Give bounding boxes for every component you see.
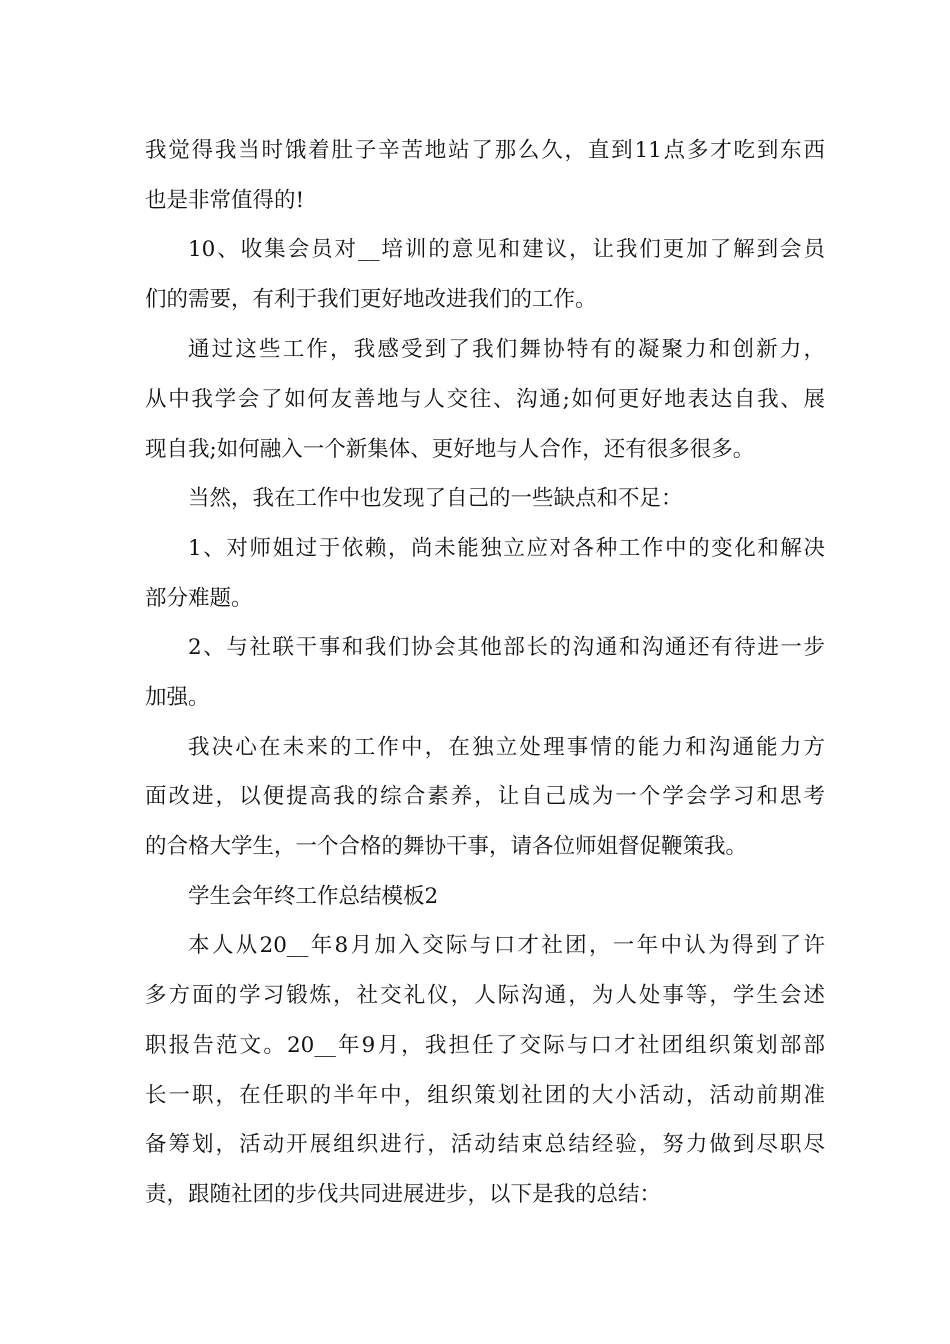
paragraph-line: 2、与社联干事和我们协会其他部长的沟通和沟通还有待进一步 bbox=[188, 635, 825, 660]
paragraph-line: 部分难题。 bbox=[145, 586, 253, 611]
paragraph-line: 备筹划，活动开展组织进行，活动结束总结经验，努力做到尽职尽 bbox=[145, 1132, 825, 1157]
section-heading: 学生会年终工作总结模板2 bbox=[188, 884, 439, 909]
paragraph-line: 加强。 bbox=[145, 685, 210, 710]
paragraph-line: 现自我;如何融入一个新集体、更好地与人合作，还有很多很多。 bbox=[145, 437, 755, 462]
paragraph-line: 责，跟随社团的步伐共同进展进步，以下是我的总结： bbox=[145, 1182, 662, 1207]
paragraph-line: 从中我学会了如何友善地与人交往、沟通;如何更好地表达自我、展 bbox=[145, 387, 825, 412]
paragraph-line: 的合格大学生，一个合格的舞协干事，请各位师姐督促鞭策我。 bbox=[145, 834, 748, 859]
paragraph-line: 10、收集会员对__培训的意见和建议，让我们更加了解到会员 bbox=[188, 237, 825, 262]
paragraph-line: 1、对师姐过于依赖，尚未能独立应对各种工作中的变化和解决 bbox=[188, 536, 825, 561]
paragraph-line: 长一职，在任职的半年中，组织策划社团的大小活动，活动前期准 bbox=[145, 1083, 825, 1108]
paragraph-line: 当然，我在工作中也发现了自己的一些缺点和不足： bbox=[188, 486, 683, 511]
paragraph-line: 面改进，以便提高我的综合素养，让自己成为一个学会学习和思考 bbox=[145, 784, 825, 809]
paragraph-line: 们的需要，有利于我们更好地改进我们的工作。 bbox=[145, 287, 597, 312]
paragraph-line: 也是非常值得的! bbox=[145, 188, 305, 213]
paragraph-line: 多方面的学习锻炼，社交礼仪，人际沟通，为人处事等，学生会述 bbox=[145, 983, 825, 1008]
paragraph-line: 职报告范文。20__年9月，我担任了交际与口才社团组织策划部部 bbox=[145, 1033, 825, 1058]
paragraph-line: 我决心在未来的工作中，在独立处理事情的能力和沟通能力方 bbox=[188, 735, 825, 760]
paragraph-line: 通过这些工作，我感受到了我们舞协特有的凝聚力和创新力， bbox=[188, 337, 825, 362]
paragraph-line: 我觉得我当时饿着肚子辛苦地站了那么久，直到11点多才吃到东西 bbox=[145, 138, 825, 163]
paragraph-line: 本人从20__年8月加入交际与口才社团，一年中认为得到了许 bbox=[188, 933, 825, 958]
